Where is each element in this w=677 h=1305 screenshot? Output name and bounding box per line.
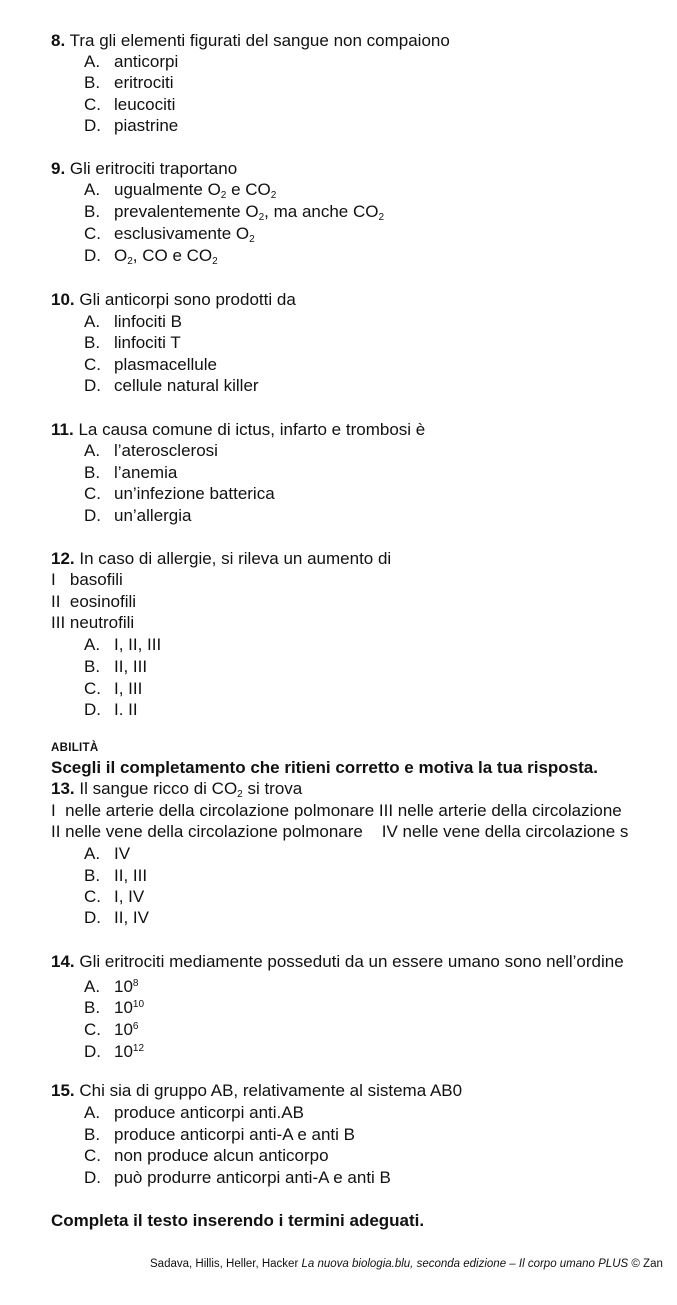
question-text: si trova [242,779,303,798]
option-text: 10 [114,1042,133,1061]
question-number: 8. [51,31,66,50]
option [84,908,149,928]
superscript: 12 [132,1043,145,1054]
option-letter: D. [84,506,101,525]
question-12 [51,549,391,569]
option-letter: C. [84,1146,101,1165]
option-letter: D. [84,1042,101,1061]
question-number: 12. [51,549,75,568]
superscript: 10 [132,999,145,1010]
option-text: esclusivamente O [114,224,250,243]
option-text: e CO [226,180,271,199]
option-text: un’allergia [114,506,192,525]
subscript: 2 [258,212,265,223]
question-8 [51,31,450,51]
option-letter: D. [84,700,101,719]
roman-item: III neutrofili [51,613,135,632]
option-letter: B. [84,202,101,221]
option-text: I, III [114,679,143,698]
option-text: eritrociti [114,73,174,92]
option-text: , ma anche CO [264,202,379,221]
option-letter: C. [84,224,101,243]
option-letter: A. [84,441,101,460]
option-letter: C. [84,887,101,906]
option [84,73,174,93]
option-letter: D. [84,246,101,265]
question-number: 14. [51,952,75,971]
question-number: 9. [51,159,66,178]
option-letter: C. [84,484,101,503]
question-number: 11. [51,420,74,439]
option-text: può produrre anticorpi anti-A e anti B [114,1168,391,1187]
option-letter: B. [84,657,101,676]
option-text: II, III [114,657,148,676]
option-text: plasmacellule [114,355,217,374]
subscript: 2 [270,190,277,201]
option-letter: A. [84,312,101,331]
question-number: 13. [51,779,75,798]
option-text: I, IV [114,887,145,906]
option [84,312,182,332]
option-text: II, III [114,866,148,885]
option [84,376,259,396]
superscript: 6 [132,1021,139,1032]
question-text: Gli eritrociti mediamente posseduti da un essere umano sono nell’ordine [79,952,624,971]
question-text: Il sangue ricco di CO [79,779,238,798]
question-11 [51,420,425,440]
option-letter: C. [84,355,101,374]
option [84,95,175,115]
option-letter: C. [84,679,101,698]
option-letter: D. [84,376,101,395]
completa-heading: Completa il testo inserendo i termini adeguati. [51,1211,425,1230]
option [84,355,217,375]
option [84,246,218,272]
option-text: leucociti [114,95,176,114]
option-text: piastrine [114,116,179,135]
option [84,1103,304,1123]
question-text: Gli eritrociti traportano [69,159,238,178]
option [84,506,192,526]
option-letter: D. [84,908,101,927]
option-text: I. II [114,700,138,719]
option-text: 10 [114,977,133,996]
question-10 [51,290,296,310]
option-letter: A. [84,52,101,71]
option [84,974,138,997]
option-text: ugualmente O [114,180,221,199]
subscript: 2 [237,789,243,800]
option-letter: B. [84,1125,101,1144]
option-letter: A. [84,635,101,654]
question-number: 10. [51,290,75,309]
question-text: La causa comune di ictus, infarto e trombosi è [78,420,426,439]
question-9 [51,159,237,179]
option-letter: A. [84,977,101,996]
option [84,1125,355,1145]
option-letter: B. [84,998,101,1017]
option-text: anticorpi [114,52,179,71]
option-letter: A. [84,180,101,199]
option-text: I, II, III [114,635,162,654]
footer-book-title: La nuova biologia.blu, seconda edizione – Il corpo umano PLUS [301,1258,629,1270]
option-text: l’aterosclerosi [114,441,218,460]
option [84,887,144,907]
option-letter: A. [84,844,101,863]
subscript: 2 [220,190,227,201]
option-text: II, IV [114,908,149,927]
option [84,1168,391,1188]
roman-item-row: II nelle vene della circolazione polmonare IV nelle vene della circolazione s [51,822,629,841]
option-text: produce anticorpi anti-A e anti B [114,1125,355,1144]
footer-credit [150,1254,663,1274]
option [84,1039,144,1062]
option [84,333,181,353]
option [84,52,178,72]
question-text: In caso di allergie, si rileva un aumento di [79,549,392,568]
question-15 [51,1081,462,1101]
footer-authors: Sadava, Hillis, Heller, Hacker [150,1258,302,1270]
option-letter: B. [84,73,101,92]
question-text: Tra gli elementi figurati del sangue non compaiono [69,31,450,50]
option-text: prevalentemente O [114,202,259,221]
option-letter: A. [84,1103,101,1122]
subscript: 2 [127,256,133,267]
section-instruction: Scegli il completamento che ritieni corretto e motiva la tua risposta. [51,758,598,777]
question-14 [51,952,624,972]
question-text: Chi sia di gruppo AB, relativamente al sistema AB0 [79,1081,463,1100]
option-text: produce anticorpi anti.AB [114,1103,304,1122]
section-label: ABILITÀ [51,742,99,754]
option [84,700,138,720]
option-text: 10 [114,998,133,1017]
option [84,866,147,886]
option-letter: B. [84,866,101,885]
option-text: linfociti B [114,312,183,331]
roman-item-row: I nelle arterie della circolazione polmonare III nelle arterie della circolazione [51,801,622,820]
option [84,844,130,864]
option [84,995,144,1018]
option-text: non produce alcun anticorpo [114,1146,329,1165]
option-text: , CO e CO [132,246,213,265]
option [84,463,177,483]
option [84,657,147,677]
subscript: 2 [249,234,255,245]
option-text: un’infezione batterica [114,484,275,503]
option [84,1146,329,1166]
option-text: 10 [114,1020,133,1039]
superscript: 8 [132,978,139,989]
option [84,1017,138,1040]
option-letter: D. [84,1168,101,1187]
footer-copyright: © Zan [628,1258,663,1270]
option [84,484,275,504]
option-text: IV [114,844,131,863]
question-number: 15. [51,1081,75,1100]
option-text: l’anemia [114,463,178,482]
option-letter: B. [84,463,101,482]
option-text: linfociti T [114,333,181,352]
option-text: O [114,246,128,265]
option-letter: D. [84,116,101,135]
option-letter: B. [84,333,101,352]
option [84,441,218,461]
option [84,679,142,699]
question-text: Gli anticorpi sono prodotti da [79,290,296,309]
subscript: 2 [378,212,385,223]
subscript: 2 [212,256,218,267]
option [84,635,161,655]
roman-item: I basofili [51,570,123,589]
option [84,116,178,136]
option-letter: C. [84,1020,101,1039]
option-text: cellule natural killer [114,376,259,395]
roman-item: II eosinofili [51,592,137,611]
option-letter: C. [84,95,101,114]
